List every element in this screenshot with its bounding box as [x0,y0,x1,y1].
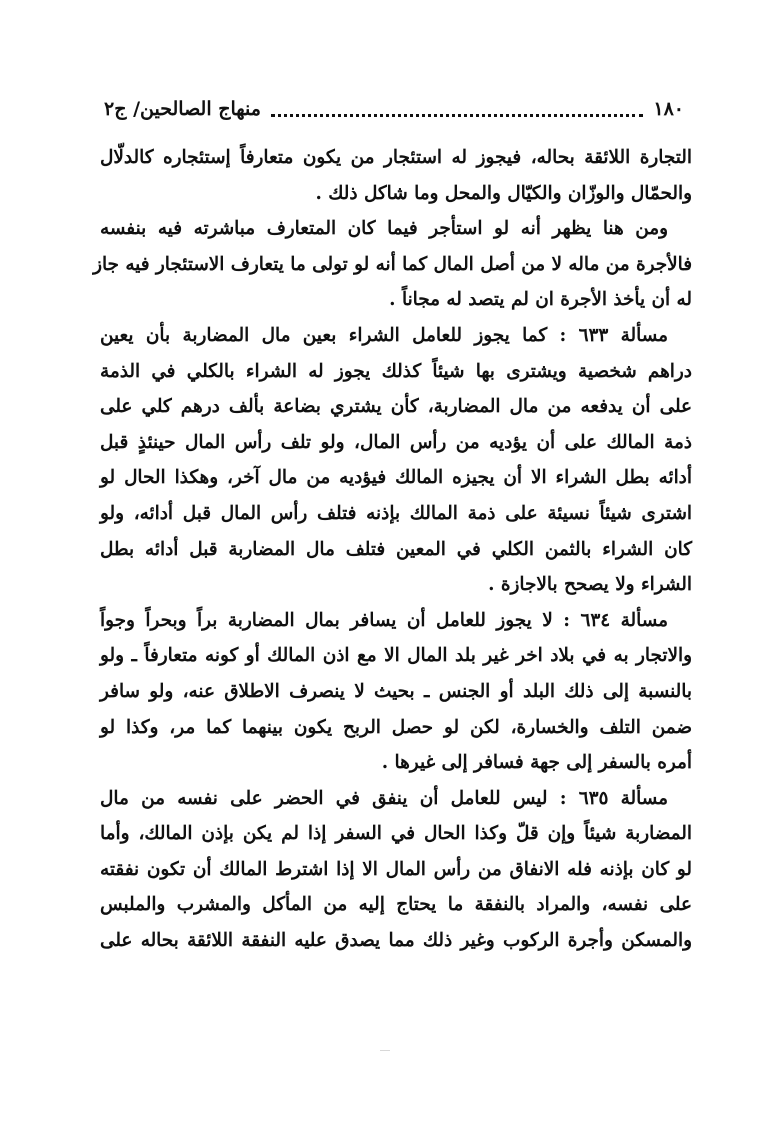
body-text [93,140,692,959]
text-line: المضاربة شيئاً وإن قلّ وكذا الحال في السفر إذا لم يكن بإذن المالك، وأما [100,823,692,845]
text-line: والمسكن وأجرة الركوب وغير ذلك مما يصدق عليه النفقة اللائقة بحاله على [100,930,692,952]
running-title: منهاج الصالحين/ ج٢ [104,98,261,120]
issue-line [100,318,692,354]
text-line: اشترى شيئاً نسيئة على ذمة المالك بإذنه فتلف رأس المال قبل أدائه، ولو [100,502,692,524]
text-line: ضمن التلف والخسارة، لكن لو حصل الربح يكون بينهما كما مر، وكذا لو [100,716,692,738]
text-line: لو كان بإذنه فله الانفاق من رأس المال الا إذا اشترط المالك أن تكون نفقته [100,858,692,880]
text-run: لا يجوز للعامل أن يسافر بمال المضاربة براً وبحراً وجواً [100,609,564,631]
issue-label-635: مسألة ٦٣٥ : [559,787,668,809]
text-line: بالنسبة إلى ذلك البلد أو الجنس ـ بحيث لا ينصرف الاطلاق عنه، ولو سافر [100,680,692,702]
text-line: أمره بالسفر إلى جهة فسافر إلى غيرها . [381,752,692,774]
text-line: ومن هنا يظهر أنه لو استأجر فيما كان المتعارف مباشرته فيه بنفسه [100,218,668,240]
issue-label-633: مسألة ٦٣٣ : [559,324,668,346]
dotted-leader [271,114,643,117]
text-line: والحمّال والوزّان والكيّال والمحل وما شاكل ذلك . [315,182,692,204]
scan-mark [380,1050,390,1051]
text-line: كان الشراء بالثمن الكلي في المعين فتلف مال المضاربة قبل أدائه بطل [100,538,692,560]
issue-line [100,781,692,817]
text-line: على نفسه، والمراد بالنفقة ما يحتاج إليه من المأكل والمشرب والملبس [100,894,692,916]
text-line: دراهم شخصية ويشترى بها شيئاً كذلك يجوز له الشراء بالكلي في الذمة [100,360,692,382]
issue-label-634: مسألة ٦٣٤ : [563,609,668,631]
text-line: فالأجرة من ماله لا من أصل المال كما أنه لو تولى ما يتعارف الاستئجار فيه جاز [93,253,692,275]
text-line: التجارة اللائقة بحاله، فيجوز له استئجار من يكون متعارفاً إستئجاره كالدلّال [100,147,692,168]
text-line: أدائه بطل الشراء الا أن يجيزه المالك فيؤديه من مال آخر، وهكذا الحال لو [100,467,692,489]
text-line: على أن يدفعه من مال المضاربة، كأن يشتري بضاعة بألف درهم كلي على [100,396,692,418]
text-line: له أن يأخذ الأجرة ان لم يتصد له مجاناً . [389,289,692,311]
page-number: ١٨٠ [653,98,684,120]
issue-line [100,603,692,639]
text-run: ليس للعامل أن ينفق في الحضر على نفسه من مال [100,787,560,809]
text-run: كما يجوز للعامل الشراء بعين مال المضاربة بأن يعين [100,324,560,346]
text-line: والاتجار به في بلاد اخر غير بلد المال الا مع اذن المالك أو كونه متعارفاً ـ ولو [100,645,692,667]
text-line: الشراء ولا يصحح بالاجازة . [488,574,692,596]
text-line: ذمة المالك على أن يؤديه من رأس المال، ولو تلف رأس المال حينئذٍ قبل [100,431,692,453]
page-header [104,92,684,126]
